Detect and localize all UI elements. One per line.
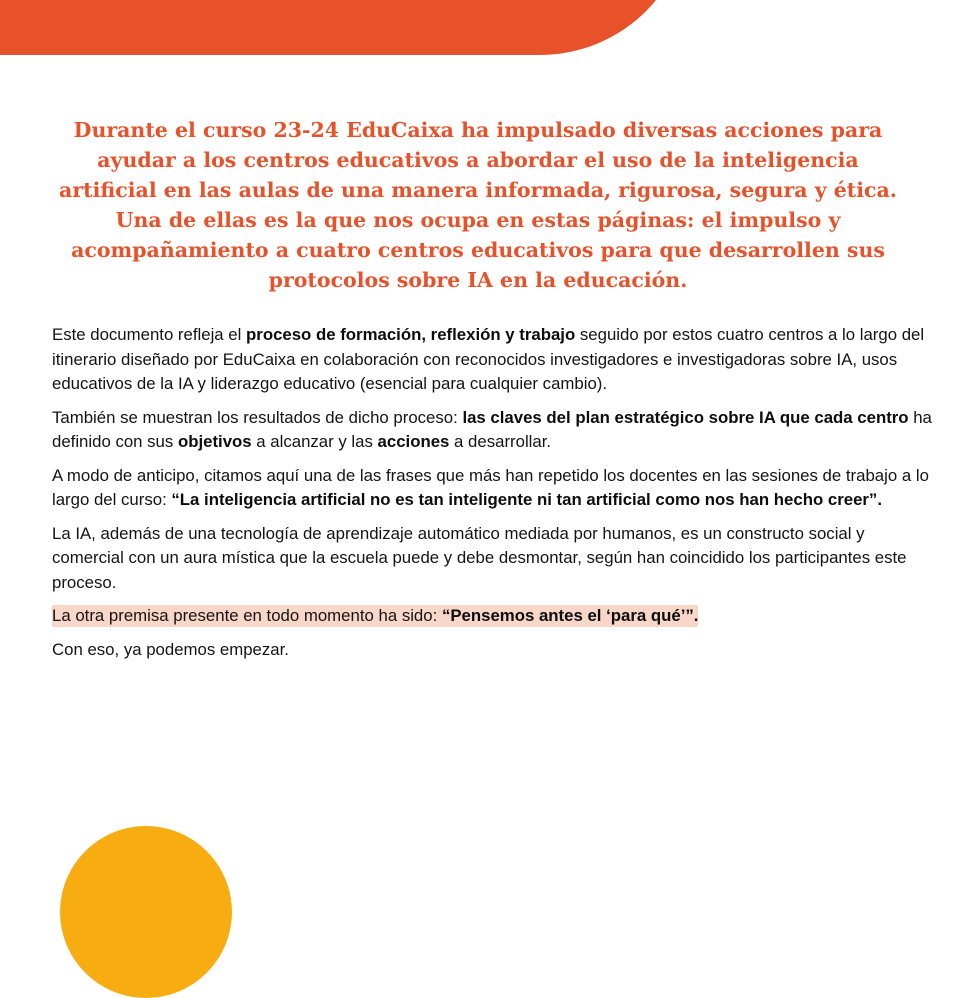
text-span: La IA, además de una tecnología de aprendizaje automático mediada por humanos, es un constructo social y comercial con un aura mística que la escuela puede y debe desmontar, según han coincidido los participantes este proceso.	[52, 523, 907, 592]
paragraph-document-purpose	[52, 323, 932, 397]
bold-text: acciones	[377, 432, 450, 451]
paragraph-ia-construct	[52, 522, 932, 596]
quote-bold: “La inteligencia artificial no es tan inteligente ni tan artificial como nos han hecho creer”.	[171, 490, 882, 509]
bold-text: objetivos	[177, 432, 252, 451]
text-span: a alcanzar y las	[251, 432, 378, 451]
paragraph-closing	[52, 638, 932, 663]
paragraph-premise	[52, 604, 932, 629]
bold-text: proceso de formación, reflexión y trabajo	[246, 325, 576, 344]
bold-text: las claves del plan estratégico sobre IA que cada centro	[462, 407, 909, 427]
paragraph-results	[52, 406, 932, 455]
body-text	[52, 323, 932, 671]
text-span: A modo de anticipo, citamos aquí una de las frases que más han repetido los docentes en las sesiones de trabajo a lo largo del curso:	[52, 465, 929, 509]
paragraph-quote	[52, 464, 932, 513]
decorative-yellow-circle	[60, 826, 232, 998]
text-span: También se muestran los resultados de dicho proceso:	[52, 407, 463, 427]
text-span: ha definido con sus	[52, 407, 932, 451]
text-span: a desarrollar.	[449, 432, 552, 451]
text-span: Con eso, ya podemos empezar.	[52, 639, 289, 659]
highlighted-premise	[52, 605, 698, 627]
decorative-orange-shape	[0, 0, 690, 55]
text-span: seguido por estos cuatro centros a lo largo del itinerario diseñado por EduCaixa en colaboración con reconocidos investigadores e investigadoras sobre IA, usos educativos de la IA y liderazgo educativo (esencial para cualquier cambio).	[52, 325, 925, 393]
text-span: Este documento refleja el	[52, 325, 247, 344]
text-span: La otra premisa presente en todo momento ha sido:	[52, 606, 442, 625]
premise-quote-bold: “Pensemos antes el ‘para qué’”.	[441, 606, 699, 625]
intro-lead-paragraph: Durante el curso 23-24 EduCaixa ha impulsado diversas acciones para ayudar a los centros educativos a abordar el uso de la inteligencia artificial en las aulas de una manera informada, rigurosa, segura y ética. Una de ellas es la que nos ocupa en estas páginas: el impulso y acompañamiento a cuatro centros educativos para que desarrollen sus protocolos sobre IA en la educación.	[59, 118, 897, 292]
